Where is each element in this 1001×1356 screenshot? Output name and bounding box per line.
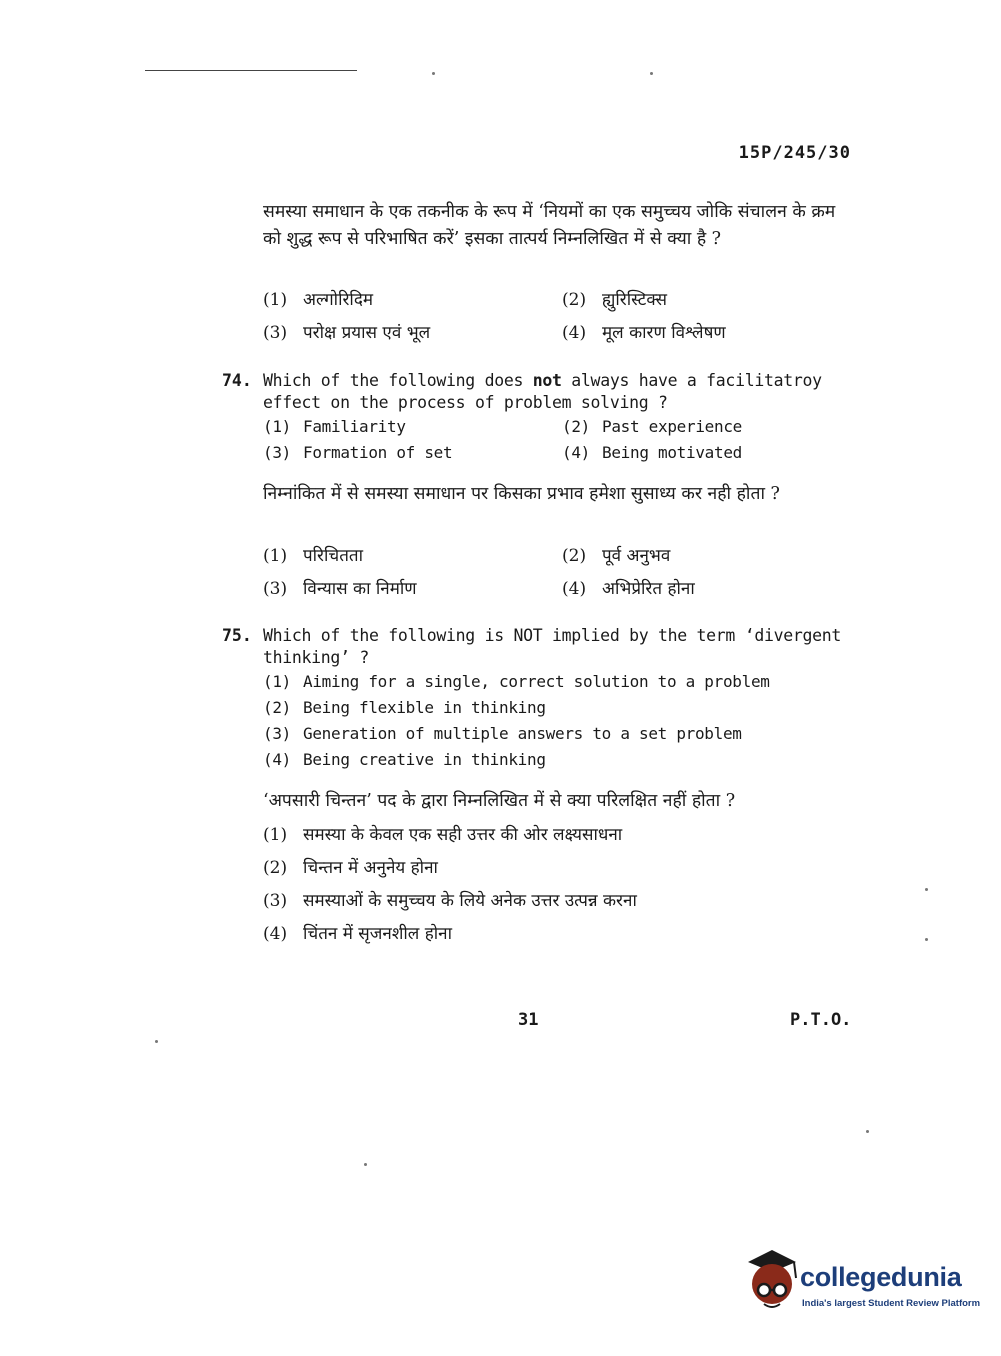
q74-hindi-option-2: (2) पूर्व अनुभव	[562, 546, 671, 566]
q75-number: 75.	[222, 626, 252, 645]
collegedunia-logo-text: collegedunia	[800, 1262, 962, 1292]
q75-option-1: (1) Aiming for a single, correct solution to a problem	[263, 672, 770, 691]
scan-speck	[364, 1163, 367, 1166]
q73-option-2: (2) ह्युरिस्टिक्स	[562, 290, 667, 310]
q74-hindi-option-3: (3) विन्यास का निर्माण	[263, 579, 417, 599]
q74-option-3: (3) Formation of set	[263, 443, 453, 462]
pto-label: P.T.O.	[790, 1010, 852, 1030]
q73-option-3: (3) परोक्ष प्रयास एवं भूल	[263, 323, 431, 343]
q74-hindi-option-1: (1) परिचितता	[263, 546, 363, 566]
scan-speck	[866, 1130, 869, 1133]
q75-option-4: (4) Being creative in thinking	[263, 750, 546, 769]
q74-option-1: (1) Familiarity	[263, 417, 406, 436]
q74-option-2: (2) Past experience	[562, 417, 742, 436]
q74-option-4: (4) Being motivated	[562, 443, 742, 462]
q75-option-3: (3) Generation of multiple answers to a set problem	[263, 724, 742, 743]
q74-question: Which of the following does not always have a facilitatroy effect on the process of problem solving ?	[263, 371, 822, 412]
q75-hindi-option-3: (3) समस्याओं के समुच्चय के लिये अनेक उत्तर उत्पन्न करना	[263, 891, 637, 911]
q74-number: 74.	[222, 371, 252, 390]
q75-hindi-option-4: (4) चिंतन में सृजनशील होना	[263, 924, 452, 944]
q73-option-4: (4) मूल कारण विश्लेषण	[562, 323, 726, 343]
q74-hindi-question: निम्नांकित में से समस्या समाधान पर किसका प्रभाव हमेशा सुसाध्य कर नही होता ?	[263, 484, 780, 504]
q75-option-2: (2) Being flexible in thinking	[263, 698, 546, 717]
paper-code: 15P/245/30	[738, 143, 851, 163]
q74-hindi-option-4: (4) अभिप्रेरित होना	[562, 579, 695, 599]
q75-hindi-option-2: (2) चिन्तन में अनुनेय होना	[263, 858, 438, 878]
q75-question: Which of the following is NOT implied by the term ‘divergent thinking’ ?	[263, 626, 842, 667]
collegedunia-tagline: India's largest Student Review Platform	[802, 1298, 981, 1309]
q73-option-1: (1) अल्गोरिदिम	[263, 290, 374, 310]
scan-speck	[925, 938, 928, 941]
page-number: 31	[518, 1010, 539, 1030]
scan-speck	[155, 1040, 158, 1043]
q75-hindi-question: ‘अपसारी चिन्तन’ पद के द्वारा निम्नलिखित में से क्या परिलक्षित नहीं होता ?	[263, 791, 736, 811]
scan-speck	[650, 72, 653, 75]
q75-hindi-option-1: (1) समस्या के केवल एक सही उत्तर की ओर लक्ष्यसाधना	[263, 825, 623, 845]
scan-speck	[925, 888, 928, 891]
top-rule	[145, 70, 357, 71]
scan-speck	[432, 72, 435, 75]
collegedunia-mascot-icon	[742, 1248, 802, 1314]
q73-hindi-question: समस्या समाधान के एक तकनीक के रूप में ‘नियमों का एक समुच्चय जोकि संचालन के क्रम को शुद्ध रूप से परिभाषित करें’ इसका तात्पर्य निम्नलिखित में से क्या है ?	[263, 202, 836, 249]
